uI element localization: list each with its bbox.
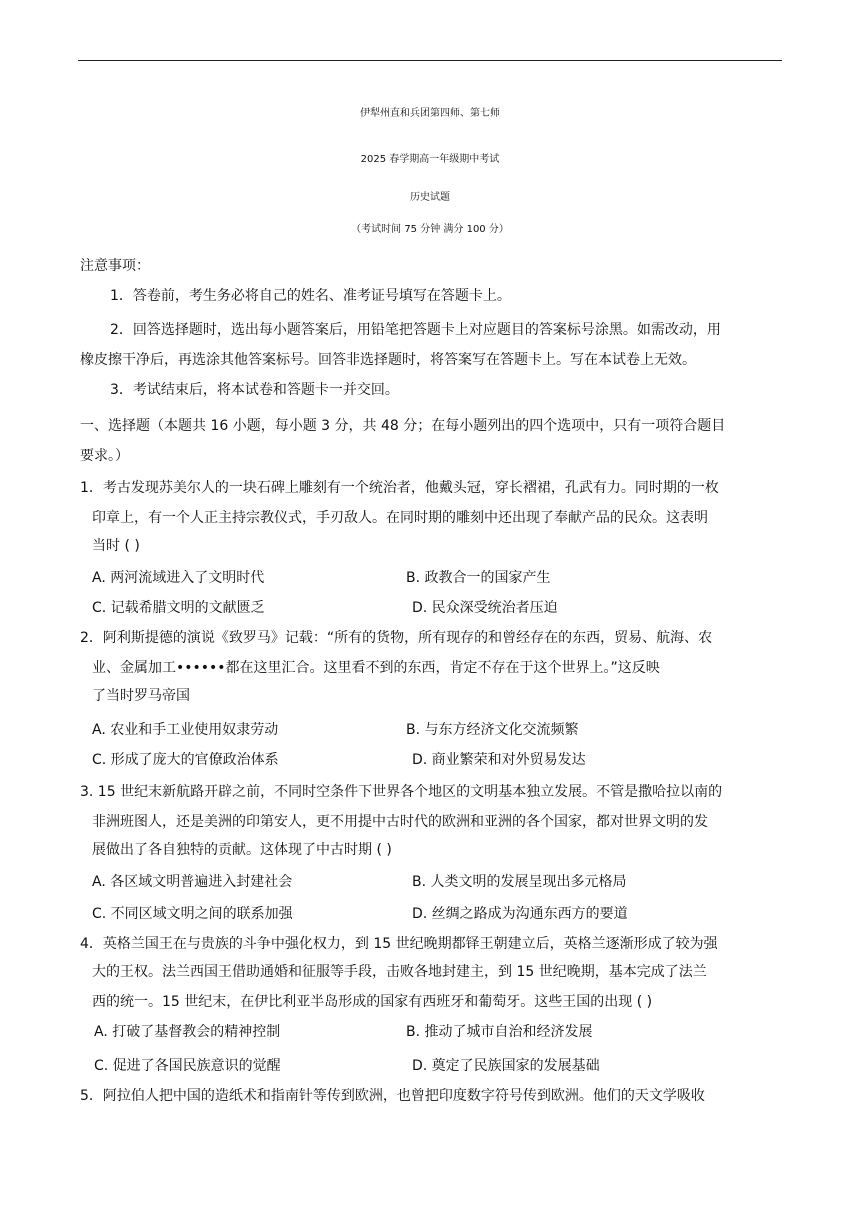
question-5-line-1: 5．阿拉伯人把中国的造纸术和指南针等传到欧洲，也曾把印度数字符号传到欧洲。他们的天文学吸收 [80,1088,705,1104]
question-2-line-1: 2．阿利斯提德的演说《致罗马》记载：“所有的货物，所有现存的和曾经存在的东西，贸易、航海、农 [80,630,713,646]
question-2-line-3: 了当时罗马帝国 [92,688,190,704]
top-rule [78,60,782,61]
question-2-line-2: 业、金属加工••••••都在这里汇合。这里看不到的东西，肯定不存在于这个世界上。”这反映 [92,660,660,676]
notice-heading: 注意事项： [80,258,150,274]
exam-term-title: 2025 春学期高一年级期中考试 [360,154,500,165]
question-3-line-1: 3. 15 世纪末新航路开辟之前，不同时空条件下世界各个地区的文明基本独立发展。不管是撒哈拉以南的 [80,784,723,800]
question-3-option-d: D. 丝绸之路成为沟通东西方的要道 [412,906,628,922]
question-3-option-b: B. 人类文明的发展呈现出多元格局 [412,874,627,890]
question-3-option-c: C. 不同区域文明之间的联系加强 [92,906,293,922]
question-2-option-c: C. 形成了庞大的官僚政治体系 [92,752,279,768]
notice-item-2-line-1: 2．回答选择题时，选出每小题答案后，用铅笔把答题卡上对应题目的答案标号涂黑。如需改动，用 [110,322,721,338]
question-1-option-a: A. 两河流域进入了文明时代 [92,570,265,586]
question-4-line-3: 西的统一。15 世纪末，在伊比利亚半岛形成的国家有西班牙和葡萄牙。这些王国的出现 ( ) [92,994,653,1010]
question-4-option-a: A. 打破了基督教会的精神控制 [94,1024,281,1040]
section-heading-line-1: 一、选择题（本题共 16 小题，每小题 3 分，共 48 分；在每小题列出的四个选项中，只有一项符合题目 [80,418,726,434]
question-1-line-1: 1．考古发现苏美尔人的一块石碑上雕刻有一个统治者，他戴头冠，穿长褶裙，孔武有力。同时期的一枚 [80,480,719,496]
question-2-option-a: A. 农业和手工业使用奴隶劳动 [92,722,279,738]
section-heading-line-2: 要求。） [80,448,129,464]
notice-item-3: 3．考试结束后，将本试卷和答题卡一并交回。 [110,382,399,398]
notice-item-2-line-2: 橡皮擦干净后，再选涂其他答案标号。回答非选择题时，将答案写在答题卡上。写在本试卷上无效。 [80,352,696,368]
question-3-option-a: A. 各区域文明普遍进入封建社会 [92,874,293,890]
question-3-line-3: 展做出了各自独特的贡献。这体现了中古时期 ( ) [92,842,392,858]
notice-item-1: 1．答卷前，考生务必将自己的姓名、准考证号填写在答题卡上。 [110,288,511,304]
question-4-option-b: B. 推动了城市自治和经济发展 [406,1024,593,1040]
question-1-line-2: 印章上，有一个人正主持宗教仪式，手刃敌人。在同时期的雕刻中还出现了奉献产品的民众。这表明 [92,510,708,526]
exam-time-note: （考试时间 75 分钟 满分 100 分） [351,224,509,235]
question-4-line-1: 4．英格兰国王在与贵族的斗争中强化权力，到 15 世纪晚期都铎王朝建立后，英格兰逐渐形成了较为强 [80,936,718,952]
question-4-line-2: 大的王权。法兰西国王借助通婚和征服等手段，击败各地封建主，到 15 世纪晚期，基本完成了法兰 [92,964,707,980]
question-4-option-d: D. 奠定了民族国家的发展基础 [412,1058,600,1074]
question-3-line-2: 非洲班图人，还是美洲的印第安人，更不用提中古时代的欧洲和亚洲的各个国家，都对世界文明的发 [92,814,708,830]
question-1-option-d: D. 民众深受统治者压迫 [412,600,558,616]
question-2-option-b: B. 与东方经济文化交流频繁 [406,722,579,738]
question-1-option-b: B. 政教合一的国家产生 [406,570,551,586]
question-2-option-d: D. 商业繁荣和对外贸易发达 [412,752,586,768]
exam-region-title: 伊犁州直和兵团第四师、第七师 [360,108,500,119]
question-4-option-c: C. 促进了各国民族意识的觉醒 [94,1058,281,1074]
question-1-line-3: 当时 ( ) [92,538,140,554]
question-1-option-c: C. 记载希腊文明的文献匮乏 [92,600,265,616]
exam-subject-title: 历史试题 [410,192,450,203]
